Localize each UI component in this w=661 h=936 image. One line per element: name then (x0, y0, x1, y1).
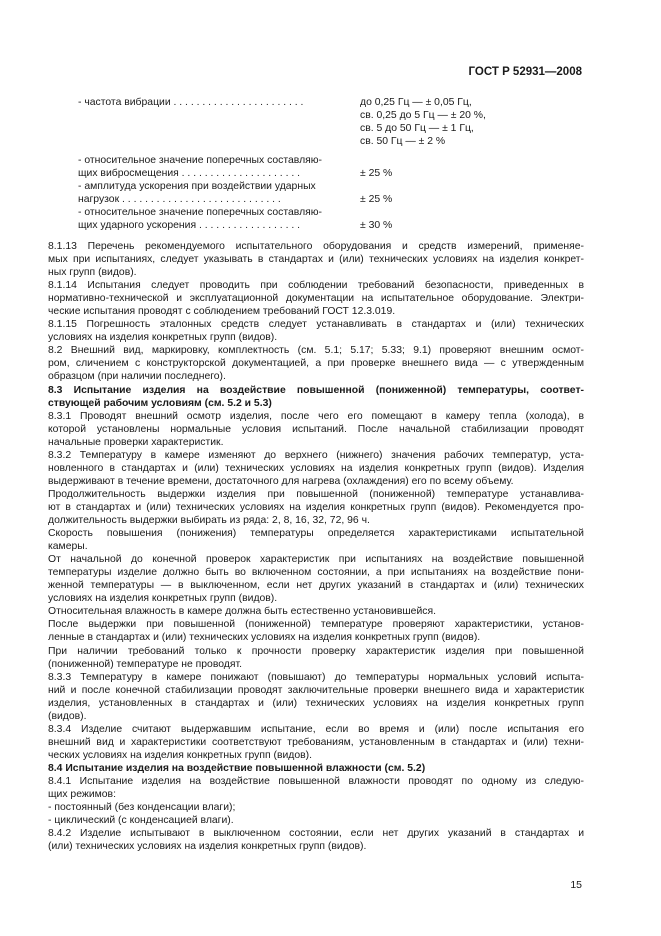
text-line: Относительная влажность в камере должна быть естественно установившейся. (48, 606, 436, 618)
paragraph (48, 605, 584, 618)
text-line: 8.3.3 Температуру в камере понижают (повышают) до температуры нормальных условий испыта- (48, 671, 584, 683)
paragraph (48, 279, 584, 318)
text-line: (видов). (48, 710, 87, 722)
text-line: ют в стандартах и (или) технических условиях на изделия конкретных групп (видов). Рекомендуется про- (48, 501, 584, 513)
text-line: ческих условиях на изделия конкретных групп (видов). (48, 749, 312, 761)
text-line: 8.1.14 Испытания следует проводить при соблюдении требований безопасности, приведенных в (48, 280, 584, 292)
text-line: ний и после конечной стабилизации проводят заключительные проверки внешнего вида и характеристик (48, 684, 584, 696)
paragraph (48, 553, 584, 605)
text-line: Скорость повышения (понижения) температуры определяется характеристиками испытательной (48, 528, 584, 540)
text-line: ром, сличением с конструкторской документацией, а при проверке внешнего вида — с утвержденным (48, 358, 584, 370)
paragraph (48, 671, 584, 723)
parameter-label: щих виброcмещения . . . . . . . . . . . . . . . . . . . . . (78, 168, 301, 179)
text-line: ческие испытания проводят с соблюдением требований ГОСТ 12.3.019. (48, 306, 396, 318)
text-line: 8.3.1 Проводят внешний осмотр изделия, после чего его помещают в камеру тепла (холода), в (48, 410, 584, 422)
text-line: 8.1.15 Погрешность эталонных средств следует устанавливать в стандартах и (или) технических (48, 319, 584, 331)
parameter-label: нагрузок . . . . . . . . . . . . . . . . . . . . . . . . . . . . (78, 194, 281, 205)
text-line: 8.3.2 Температуру в камере изменяют до верхнего (нижнего) значения рабочих температур, уста- (48, 449, 584, 461)
paragraph (48, 410, 584, 449)
text-line: 8.2 Внешний вид, маркировку, комплектность (см. 5.1; 5.17; 5.33; 9.1) проверяют внешним осмот- (48, 345, 584, 357)
text-line: 8.3.4 Изделие считают выдержавшим испытание, если во время и (или) после испытания его (48, 723, 584, 735)
paragraph (48, 618, 584, 644)
paragraph (48, 775, 584, 801)
paragraph (48, 814, 584, 827)
paragraph (48, 449, 584, 488)
parameter-value: до 0,25 Гц — ± 0,05 Гц, (360, 97, 472, 108)
text-line: ленные в стандартах и (или) технических условиях на изделия конкретных групп (видов). (48, 632, 481, 644)
paragraph (48, 318, 584, 344)
text-line: ствующей рабочим условиям (см. 5.2 и 5.3) (48, 397, 272, 409)
text-line: условиях на изделия конкретных групп (видов). (48, 332, 278, 344)
text-line: щих режимов: (48, 789, 116, 801)
parameter-value: св. 5 до 50 Гц — ± 1 Гц, (360, 123, 474, 134)
paragraph (48, 240, 584, 279)
parameter-value: ± 25 % (360, 168, 393, 179)
text-line: 8.4.1 Испытание изделия на воздействие повышенной влажности проводят по одному из следую- (48, 776, 584, 788)
text-line: От начальной до конечной проверок характеристик при испытаниях на воздействие повышенной (48, 554, 584, 566)
paragraph (48, 527, 584, 553)
section-heading (48, 762, 584, 775)
text-line: (или) технических условиях на изделия конкретных групп (видов). (48, 841, 367, 853)
parameter-label: щих ударного ускорения . . . . . . . . . . . . . . . . . . (78, 220, 301, 231)
text-line: 8.1.13 Перечень рекомендуемого испытательного оборудования и средств измерений, применяе- (48, 241, 584, 252)
parameter-value: ± 30 % (360, 220, 393, 231)
text-line: 8.4.2 Изделие испытывают в выключенном состоянии, если нет других указаний в стандартах и (48, 828, 584, 840)
text-line: образцом (при наличии последнего). (48, 371, 226, 383)
text-line: камеры. (48, 541, 88, 553)
paragraph (48, 827, 584, 853)
section-heading (48, 384, 584, 410)
text-line: которой установлены нормальные условия испытаний. После начальной стабилизации проводят (48, 423, 584, 435)
text-line: изделия, установленных в стандартах и (или) технических условиях на изделия конкретных групп (48, 697, 584, 709)
paragraph (48, 488, 584, 527)
text-line: выдерживают в течение времени, достаточного для нагрева (охлаждения) его по всему объему. (48, 475, 514, 487)
text-line: - постоянный (без конденсации влаги); (48, 802, 236, 814)
paragraph (48, 801, 584, 814)
text-line: - циклический (с конденсацией влаги). (48, 815, 234, 827)
text-line: ных групп (видов). (48, 267, 137, 279)
text-line: должительность выдержки выбирать из ряда: 2, 8, 16, 32, 72, 96 ч. (48, 515, 370, 527)
text-line: начальные проверки характеристик. (48, 436, 224, 448)
text-line: внешний вид и характеристики соответствуют требованиям, установленным в стандартах и (или) техни- (48, 736, 584, 748)
text-line: При наличии требований только к прочности проверку характеристик изделия при повышенной (48, 645, 584, 657)
paragraph (48, 344, 584, 383)
text-line: температуры изделие должно быть во включенном состоянии, а при испытаниях на воздействие пони- (48, 567, 584, 579)
parameter-label: - относительное значение поперечных составляю- (78, 155, 323, 166)
parameter-label: - частота вибрации . . . . . . . . . . . . . . . . . . . . . . . (78, 97, 304, 108)
paragraph (48, 723, 584, 762)
text-line: (пониженной) температуре не проводят. (48, 658, 242, 670)
text-line: новленного в стандартах и (или) технических условиях на изделия конкретных групп (видов). Изделия (48, 462, 584, 474)
text-line: 8.4 Испытание изделия на воздействие повышенной влажности (см. 5.2) (48, 763, 426, 774)
text-line: женной температуры — в выключенном, если нет других указаний в стандартах и (или) технических (48, 580, 584, 592)
parameter-label: - относительное значение поперечных составляю- (78, 207, 323, 218)
paragraph (48, 645, 584, 671)
text-line: нормативно-технической и эксплуатационной документации на испытательное оборудование. Электри- (48, 293, 584, 305)
text-line: мых при испытаниях, следует указывать в стандартах и (или) технических условиях на изделия конкрет- (48, 254, 584, 266)
text-line: После выдержки при повышенной (пониженной) температуре проверяют характеристики, установ- (48, 619, 584, 631)
text-line: условиях на изделия конкретных групп (видов). (48, 593, 278, 605)
text-line: 8.3 Испытание изделия на воздействие повышенной (пониженной) температуры, соответ- (48, 384, 584, 396)
parameter-value: св. 0,25 до 5 Гц — ± 20 %, (360, 110, 486, 121)
parameter-value: ± 25 % (360, 194, 393, 205)
page-number: 15 (570, 879, 582, 891)
document-header: ГОСТ Р 52931—2008 (468, 66, 582, 78)
text-line: Продолжительность выдержки изделия при повышенной (пониженной) температуре устанавлива- (48, 488, 584, 500)
parameter-label: - амплитуда ускорения при воздействии ударных (78, 181, 316, 192)
parameter-value: св. 50 Гц — ± 2 % (360, 136, 446, 147)
